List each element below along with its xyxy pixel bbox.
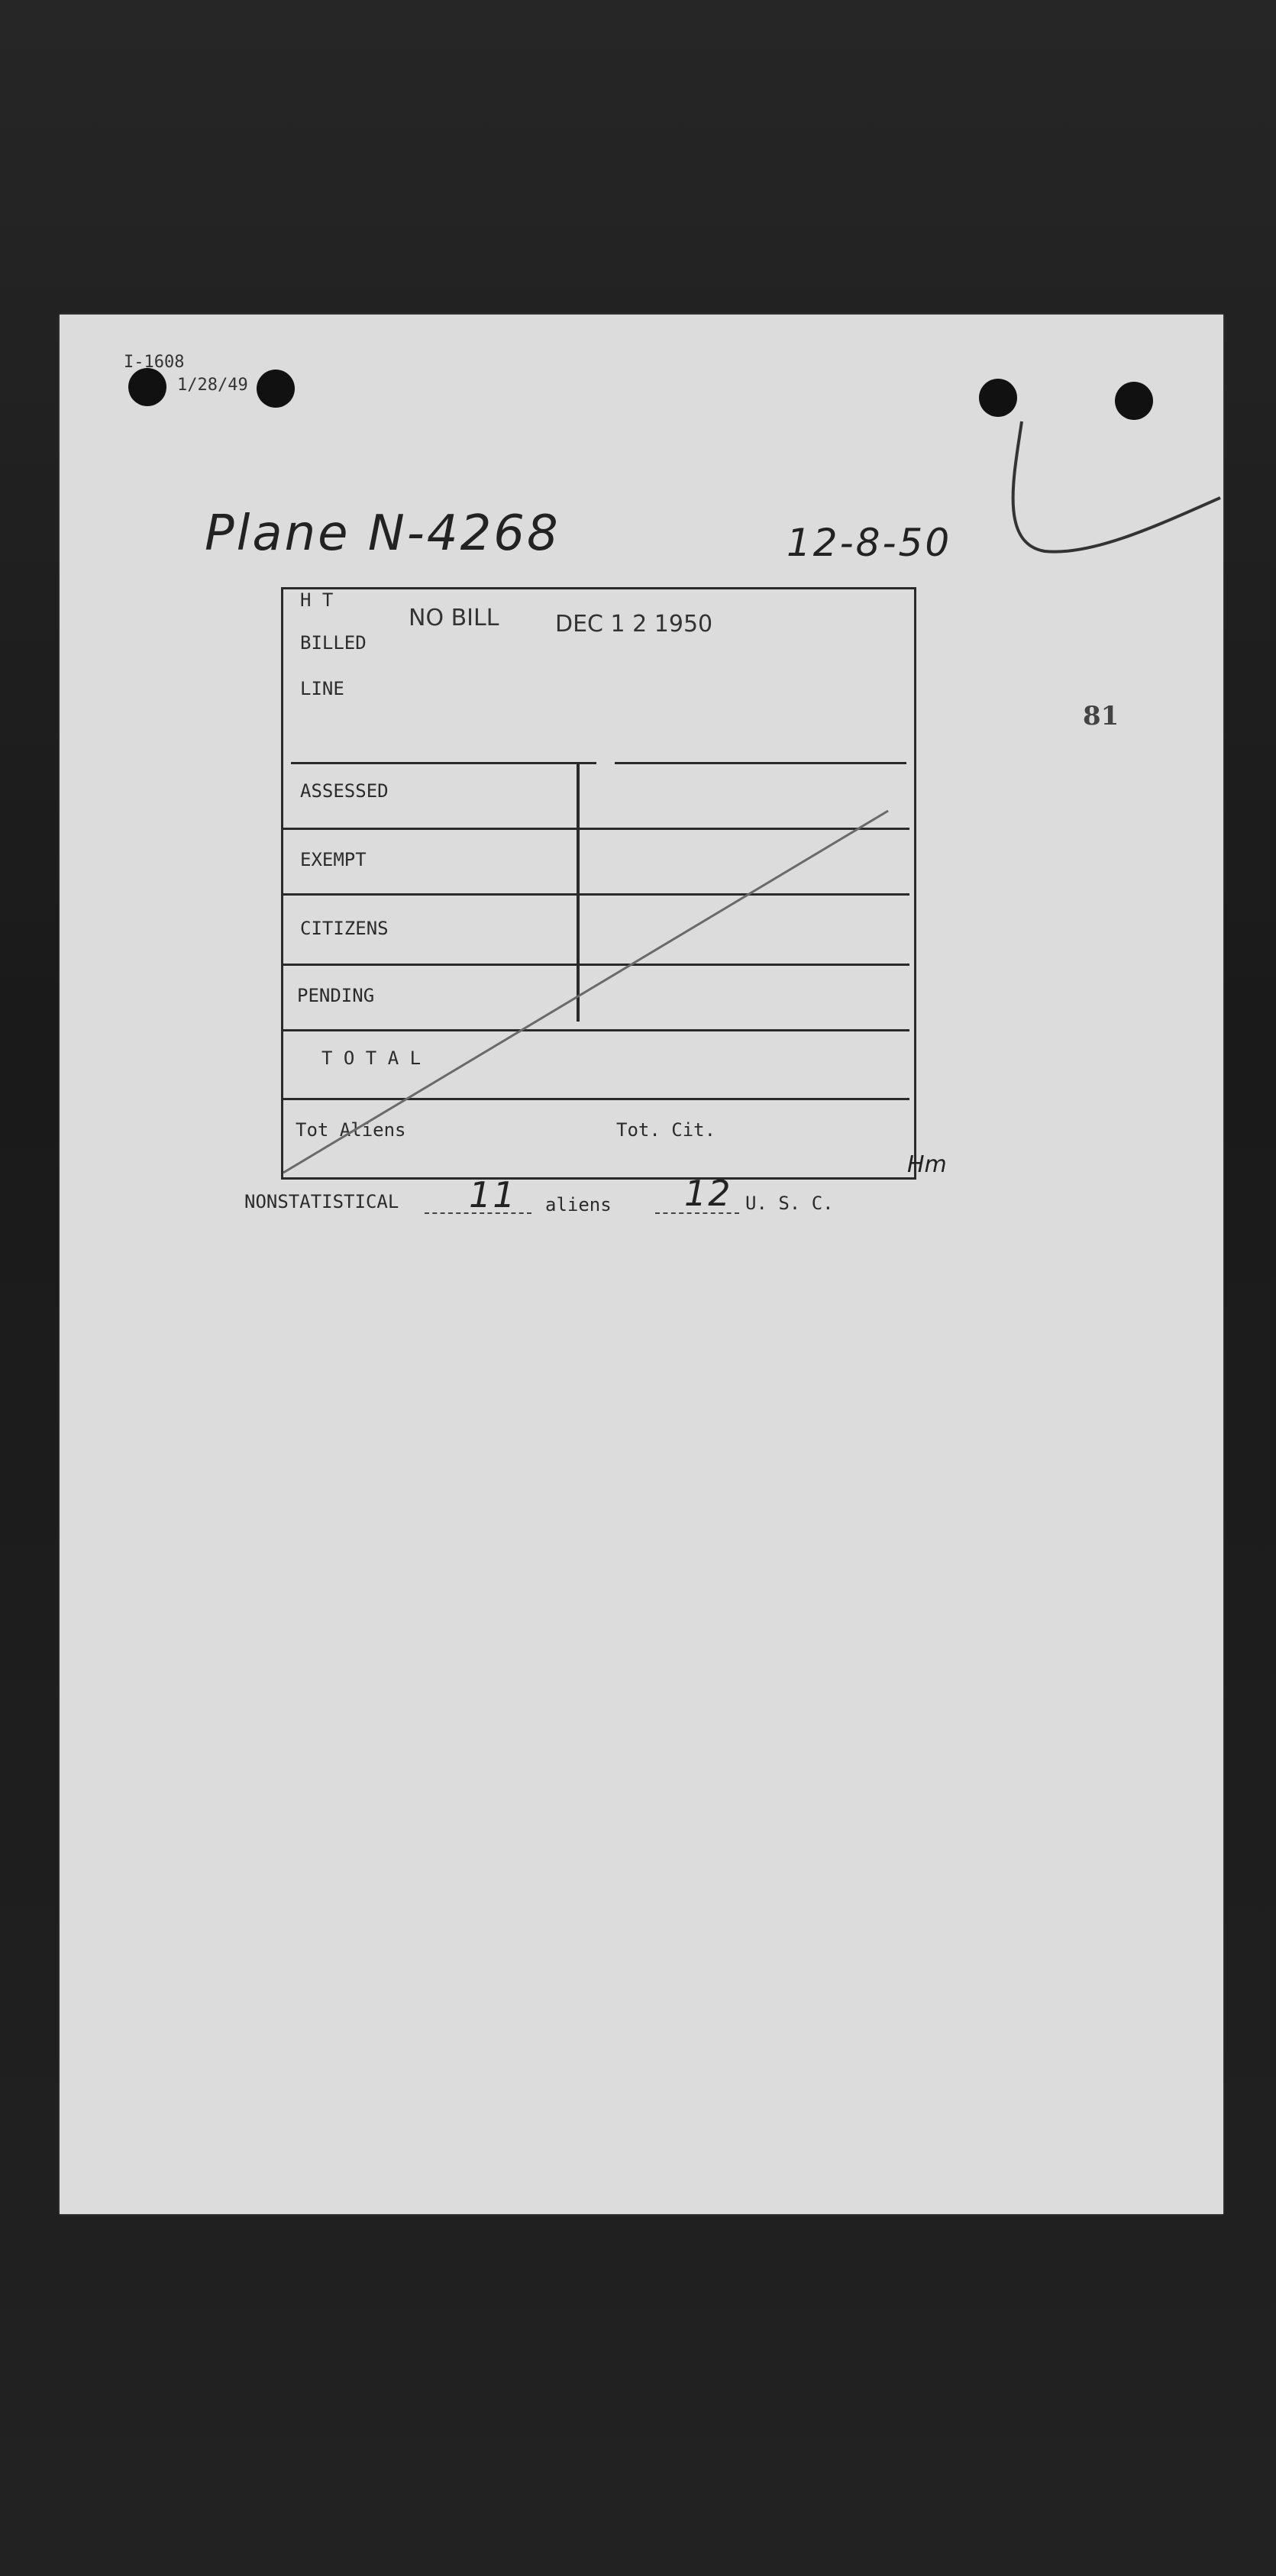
- row-label-exempt: EXEMPT: [300, 849, 367, 870]
- header-label-line: LINE: [300, 678, 344, 699]
- margin-pen-stroke: [999, 414, 1228, 567]
- row-label-citizens: CITIZENS: [300, 918, 389, 939]
- date-stamp: DEC 1 2 1950: [555, 611, 713, 638]
- plane-label: Plane N-4268: [205, 505, 560, 562]
- handwritten-date: 12-8-50: [787, 521, 952, 565]
- initials: Hm: [907, 1151, 947, 1178]
- page-number: 81: [1083, 701, 1119, 731]
- aliens-count: 11: [469, 1174, 517, 1215]
- aliens-label: aliens: [545, 1194, 612, 1215]
- tot-cit-label: Tot. Cit.: [616, 1119, 716, 1141]
- total-label: T O T A L: [321, 1048, 422, 1069]
- usc-label: U. S. C.: [745, 1193, 834, 1214]
- count-form-box: [281, 587, 916, 1180]
- header-label-billed: BILLED: [300, 632, 367, 654]
- cancellation-line: [283, 589, 914, 1177]
- no-bill-stamp: NO BILL: [409, 605, 499, 631]
- form-code-line2: 1/28/49: [177, 376, 248, 395]
- usc-count: 12: [684, 1173, 732, 1214]
- form-code-line1: I-1608: [124, 353, 185, 372]
- nonstatistical-label: NONSTATISTICAL: [244, 1191, 399, 1212]
- punch-hole: [979, 379, 1017, 417]
- tot-aliens-label: Tot Aliens: [296, 1119, 406, 1141]
- punch-hole: [128, 368, 166, 406]
- punch-hole: [257, 370, 295, 408]
- row-label-assessed: ASSESSED: [300, 780, 389, 802]
- header-label-ht: H T: [300, 589, 334, 611]
- row-label-pending: PENDING: [297, 985, 375, 1006]
